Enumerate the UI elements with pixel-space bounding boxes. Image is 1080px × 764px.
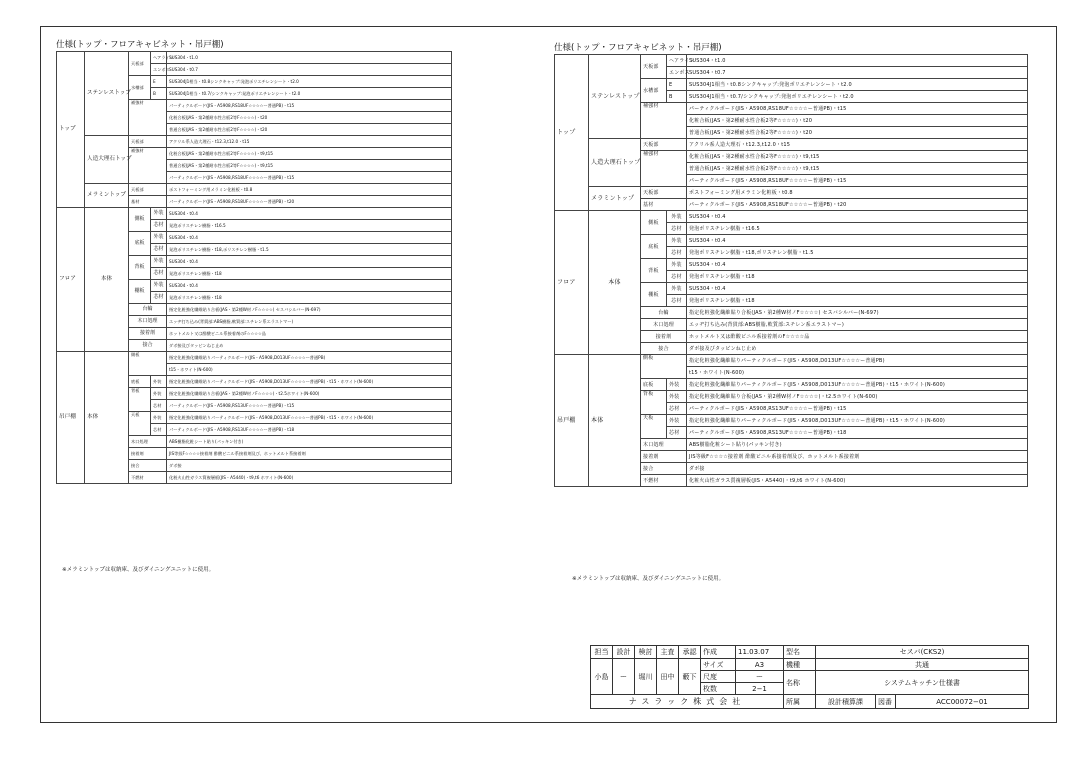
- spec-text: ダボ接: [687, 463, 1028, 475]
- finish-label: E: [667, 79, 687, 91]
- header-cell: 主査: [657, 646, 679, 659]
- part-label: 木口処理: [641, 439, 687, 451]
- spec-text: ダボ接及びタッピンねじ止め: [687, 343, 1028, 355]
- model-label: 型名: [784, 646, 816, 659]
- finish-label: B: [667, 91, 687, 103]
- spec-text: SUS304J1相当・t0.7/シンクキャップ:発泡ポリエチレンシート・t2.0: [687, 91, 1028, 103]
- finish-label: エンボス: [667, 67, 687, 79]
- table-row: [57, 352, 452, 364]
- part-label: 基材: [129, 196, 167, 208]
- spec-text: t15・ホワイト(N-600): [167, 364, 452, 376]
- finish-label: エンボス: [151, 64, 167, 76]
- spec-text: パーティクルボード(JIS・A5908,RS18UF☆☆☆☆ー普通PB)・t15: [167, 100, 452, 112]
- spec-text: 発泡ポリスチレン樹脂・t18,ポリスチレン樹脂・t1.5: [167, 244, 452, 256]
- table-row: [57, 52, 452, 64]
- spec-table: [554, 54, 1028, 487]
- spec-text: SUS304・t0.4: [687, 259, 1028, 271]
- spec-text: パーティクルボード(JIS・A5908,RS18UF☆☆☆☆ー普通PB)・t15: [167, 172, 452, 184]
- part-label: 台輪: [641, 307, 687, 319]
- finish-label: 芯材: [151, 244, 167, 256]
- finish-label: 外装: [151, 208, 167, 220]
- footnote: ※メラミントップは収納庫、及びダイニングユニットに使用。: [572, 576, 725, 582]
- spec-text: 指定化粧強化繊維貼りパーティクルボード(JIS・A5908,D013UF☆☆☆☆ー普通PB)・t15・ホワイト(N-600): [167, 376, 452, 388]
- part-label: 不燃材: [129, 472, 167, 484]
- finish-label: B: [151, 88, 167, 100]
- part-label: 補強材: [641, 103, 687, 139]
- subcategory-label: メラミントップ: [589, 187, 641, 211]
- part-label: 側板: [129, 208, 151, 232]
- spec-text: アクリル系人造大理石・t12.3,t12.0・t15: [167, 136, 452, 148]
- part-label: 接合: [641, 343, 687, 355]
- created-value: 11.03.07: [736, 646, 784, 659]
- spec-text: t15・ホワイト(N-600): [687, 367, 1028, 379]
- created-label: 作成: [701, 646, 736, 659]
- part-label: 側板: [641, 211, 667, 235]
- spec-text: 発泡ポリスチレン樹脂・t18,ポリスチレン樹脂・t1.5: [687, 247, 1028, 259]
- spec-text: 指定化粧強化繊維貼りパーティクルボード(JIS・A5908,D013UF☆☆☆☆ー普通PB)・t15・ホワイト(N-600): [687, 379, 1028, 391]
- dept-label: 所属: [784, 695, 816, 709]
- header-cell: 設計: [613, 646, 635, 659]
- finish-label: 芯材: [151, 400, 167, 412]
- spec-text: ダボ接: [167, 460, 452, 472]
- part-label: 天板部: [129, 52, 151, 76]
- spec-text: SUS304・t0.4: [687, 235, 1028, 247]
- table-row: [555, 211, 1028, 223]
- spec-text: 発泡ポリスチレン樹脂・t18: [167, 268, 452, 280]
- category-label: 吊戸棚: [555, 355, 589, 487]
- spec-text: エッヂ打ち込み(背貫部:ABS樹脂,軟質部:スチレン系エラストマー): [167, 316, 452, 328]
- subcategory-label: メラミントップ: [85, 184, 129, 208]
- spec-text: ABS樹脂化粧シート貼り(パッキン付き): [687, 439, 1028, 451]
- part-label: 補強材: [641, 151, 687, 187]
- finish-label: 外装: [667, 235, 687, 247]
- spec-text: 指定化粧強化繊維貼りパーティクルボード(JIS・A5908,D013UF☆☆☆☆ー普通PB): [687, 355, 1028, 367]
- subcategory-label: 人造大理石トップ: [85, 136, 129, 184]
- part-label: 台輪: [129, 304, 167, 316]
- spec-text: SUS304・t0.4: [687, 283, 1028, 295]
- spec-text: SUS304・t0.4: [167, 256, 452, 268]
- spec-text: 発泡ポリスチレン樹脂・t18: [687, 295, 1028, 307]
- part-label: 背板: [129, 388, 151, 412]
- table-row: [57, 136, 452, 148]
- finish-label: E: [151, 76, 167, 88]
- table-row: [591, 695, 1029, 709]
- spec-text: SUS304・t0.4: [167, 280, 452, 292]
- spec-text: SUS304・t0.7: [167, 64, 452, 76]
- company-name: ナスラック株式会社: [591, 695, 784, 709]
- part-label: 天板部: [641, 55, 667, 79]
- part-label: 底板: [641, 379, 667, 391]
- name-label: 名称: [784, 671, 816, 695]
- part-label: 天板部: [129, 136, 167, 148]
- spec-text: 普通合板(JAS・第2種耐水性合板2等F☆☆☆☆)・t9,t15: [167, 160, 452, 172]
- spec-text: JIS等級F☆☆☆☆接着剤 酢酸ビニル系接着剤及び、ホットメルト系接着剤: [687, 451, 1028, 463]
- finish-label: ヘアライン: [667, 55, 687, 67]
- spec-text: 指定化粧強化繊維貼り合板(JAS・第2種W材ノF☆☆☆☆)・t2.5ホワイト(N-600): [167, 388, 452, 400]
- header-cell: 承認: [679, 646, 701, 659]
- spec-text: SUS304J1相当・t0.8シンクキャップ:発泡ポリエチレンシート・t2.0: [687, 79, 1028, 91]
- spec-text: SUS304・t0.7: [687, 67, 1028, 79]
- name-cell: 田中: [657, 659, 679, 695]
- sheets-value: 2−1: [736, 683, 784, 695]
- subcategory-label: ステンレストップ: [85, 52, 129, 136]
- spec-text: SUS304・t1.0: [687, 55, 1028, 67]
- finish-label: 芯材: [667, 271, 687, 283]
- subcategory-label: ステンレストップ: [589, 55, 641, 139]
- type-value: 共通: [816, 659, 1029, 671]
- finish-label: 外装: [667, 283, 687, 295]
- table-row: [57, 184, 452, 196]
- finish-label: 外装: [151, 280, 167, 292]
- spec-text: パーティクルボード(JIS・A5908,RS18UF☆☆☆☆ー普通PB)・t20: [167, 196, 452, 208]
- spec-text: パーティクルボード(JIS・A5908,RS18UF☆☆☆☆ー普通PB)・t20: [687, 199, 1028, 211]
- header-cell: 検討: [635, 646, 657, 659]
- finish-label: 芯材: [151, 424, 167, 436]
- spec-text: パーティクルボード(JIS・A5908,RS13UF☆☆☆☆ー普通PB)・t15: [167, 400, 452, 412]
- finish-label: 外装: [151, 412, 167, 424]
- spec-panel-left: [56, 40, 452, 484]
- sheets-label: 枚数: [701, 683, 736, 695]
- table-row: [591, 646, 1029, 659]
- spec-text: 指定化粧強化繊維貼り合板(JAS・第2種W材ノF☆☆☆☆) セスバシルバー(N-697): [167, 304, 452, 316]
- spec-text: 化粧合板(JAS・第2種耐水性合板2等F☆☆☆☆)・t9,t15: [687, 151, 1028, 163]
- finish-label: 芯材: [667, 223, 687, 235]
- part-label: 接着剤: [641, 451, 687, 463]
- spec-text: アクリル系人造大理石・t12.3,t12.0・t15: [687, 139, 1028, 151]
- table-row: [591, 659, 1029, 671]
- spec-panel-right: [554, 43, 1028, 487]
- spec-text: 普通合板(JAS・第2種耐水性合板2等F☆☆☆☆)・t20: [687, 127, 1028, 139]
- table-row: [57, 208, 452, 220]
- subcategory-label: 本体: [589, 211, 641, 355]
- spec-text: 発泡ポリスチレン樹脂・t18: [167, 292, 452, 304]
- part-label: 天板: [641, 415, 667, 439]
- part-label: 木口処理: [641, 319, 687, 331]
- spec-text: SUS304・t1.0: [167, 52, 452, 64]
- part-label: 木口処理: [129, 316, 167, 328]
- spec-text: 普通合板(JAS・第2種耐水性合板2等F☆☆☆☆)・t9,t15: [687, 163, 1028, 175]
- spec-text: 指定化粧強化繊維貼り合板(JAS・第2種W材ノF☆☆☆☆) セスバシルバー(N-697): [687, 307, 1028, 319]
- spec-text: エッヂ打ち込み(背貫部:ABS樹脂,軟質部:スチレン系エラストマー): [687, 319, 1028, 331]
- part-label: 水槽部: [129, 76, 151, 100]
- part-label: 棚板: [641, 283, 667, 307]
- finish-label: 外装: [667, 415, 687, 427]
- drawing-no-value: ACC00072−01: [896, 695, 1029, 709]
- finish-label: 芯材: [151, 268, 167, 280]
- spec-text: ポストフォーミング用メラミン化粧板・t0.8: [167, 184, 452, 196]
- name-cell: 藪下: [679, 659, 701, 695]
- spec-text: ダボ接及びタッピンねじ止め: [167, 340, 452, 352]
- spec-text: 発泡ポリスチレン樹脂・t16.5: [687, 223, 1028, 235]
- name-cell: 堀川: [635, 659, 657, 695]
- spec-text: 発泡ポリスチレン樹脂・t18: [687, 271, 1028, 283]
- finish-label: 芯材: [667, 247, 687, 259]
- part-label: 接合: [129, 340, 167, 352]
- part-label: 側板: [129, 352, 167, 376]
- spec-text: SUS304・t0.4: [167, 208, 452, 220]
- spec-text: パーティクルボード(JIS・A5908,RS13UF☆☆☆☆ー普通PB)・t15: [687, 403, 1028, 415]
- finish-label: 外装: [151, 256, 167, 268]
- part-label: 背板: [129, 256, 151, 280]
- part-label: 天板: [129, 412, 151, 436]
- scale-value: ー: [736, 671, 784, 683]
- category-label: フロア: [57, 208, 85, 352]
- finish-label: 外装: [667, 391, 687, 403]
- spec-text: 指定化粧強化繊維貼りパーティクルボード(JIS・A5908,D013UF☆☆☆☆ー普通PB)・t15・ホワイト(N-600): [167, 412, 452, 424]
- part-label: 不燃材: [641, 475, 687, 487]
- finish-label: 芯材: [667, 295, 687, 307]
- part-label: 底板: [641, 235, 667, 259]
- spec-text: パーティクルボード(JIS・A5908,RS18UF☆☆☆☆ー普通PB)・t15: [687, 175, 1028, 187]
- category-label: トップ: [57, 52, 85, 208]
- finish-label: 芯材: [667, 427, 687, 439]
- table-row: [555, 355, 1028, 367]
- name-cell: ー: [613, 659, 635, 695]
- part-label: 棚板: [129, 280, 151, 304]
- spec-text: SUS304・t0.4: [167, 232, 452, 244]
- spec-text: 普通合板(JAS・第2種耐水性合板2等F☆☆☆☆)・t20: [167, 124, 452, 136]
- category-label: フロア: [555, 211, 589, 355]
- finish-label: 外装: [667, 379, 687, 391]
- subcategory-label: 本体: [85, 352, 129, 484]
- spec-text: ホットメルト又は酢酸ビニル系接着剤のF☆☆☆☆品: [687, 331, 1028, 343]
- part-label: 接着剤: [641, 331, 687, 343]
- header-cell: 担当: [591, 646, 613, 659]
- finish-label: 芯材: [151, 220, 167, 232]
- table-row: [555, 55, 1028, 67]
- spec-text: 指定化粧強化繊維貼り合板(JAS・第2種W材ノF☆☆☆☆)・t2.5ホワイト(N-600): [687, 391, 1028, 403]
- name-value: システムキッチン仕様書: [816, 671, 1029, 695]
- spec-text: パーティクルボード(JIS・A5908,RS18UF☆☆☆☆ー普通PB)・t15: [687, 103, 1028, 115]
- name-cell: 小島: [591, 659, 613, 695]
- spec-text: 化粧火山性ガラス質複層板(JIS・A5440)・t9,t6 ホワイト(N-600): [167, 472, 452, 484]
- table-row: [555, 187, 1028, 199]
- model-value: セスバ(CKS2): [816, 646, 1029, 659]
- dept-value: 設計積算課: [816, 695, 876, 709]
- part-label: 天板部: [641, 187, 687, 199]
- spec-text: JIS等級F☆☆☆☆接着剤 酢酸ビニル系接着剤及び、ホットメルト系接着剤: [167, 448, 452, 460]
- spec-text: ホットメルト又は酢酸ビニル系接着剤のF☆☆☆☆品: [167, 328, 452, 340]
- spec-text: SUS304・t0.4: [687, 211, 1028, 223]
- part-label: 木口処理: [129, 436, 167, 448]
- subcategory-label: 人造大理石トップ: [589, 139, 641, 187]
- spec-text: パーティクルボード(JIS・A5908,RS13UF☆☆☆☆ー普通PB)・t18: [167, 424, 452, 436]
- part-label: 底板: [129, 376, 151, 388]
- finish-label: 外装: [667, 259, 687, 271]
- part-label: 天板部: [129, 184, 167, 196]
- spec-text: 化粧合板(JAS・第2種耐水性合板2等F☆☆☆☆)・t20: [687, 115, 1028, 127]
- spec-text: パーティクルボード(JIS・A5908,RS13UF☆☆☆☆ー普通PB)・t18: [687, 427, 1028, 439]
- finish-label: 外装: [151, 376, 167, 388]
- spec-text: 化粧火山性ガラス質複層板(JIS・A5440)・t9,t6 ホワイト(N-600): [687, 475, 1028, 487]
- finish-label: 外装: [151, 388, 167, 400]
- spec-text: SUS304J1相当・t0.8シンクキャップ:発泡ポリエチレンシート・t2.0: [167, 76, 452, 88]
- subcategory-label: 本体: [85, 208, 129, 352]
- spec-text: SUS304J1相当・t0.7/シンクキャップ:発泡ポリエチレンシート・t2.0: [167, 88, 452, 100]
- part-label: 補強材: [129, 100, 167, 136]
- finish-label: 芯材: [151, 292, 167, 304]
- spec-text: 指定化粧強化繊維貼りパーティクルボード(JIS・A5908,D013UF☆☆☆☆ー普通PB): [167, 352, 452, 364]
- part-label: 接合: [641, 463, 687, 475]
- finish-label: ヘアライン: [151, 52, 167, 64]
- part-label: 背板: [641, 259, 667, 283]
- part-label: 接着剤: [129, 328, 167, 340]
- part-label: 接合: [129, 460, 167, 472]
- footnote: ※メラミントップは収納庫、及びダイニングユニットに使用。: [62, 567, 215, 573]
- finish-label: 外装: [151, 232, 167, 244]
- part-label: 側板: [641, 355, 687, 379]
- spec-text: 指定化粧強化繊維貼りパーティクルボード(JIS・A5908,D013UF☆☆☆☆ー普通PB)・t15・ホワイト(N-600): [687, 415, 1028, 427]
- finish-label: 芯材: [667, 403, 687, 415]
- spec-text: 発泡ポリスチレン樹脂・t16.5: [167, 220, 452, 232]
- scale-label: 尺度: [701, 671, 736, 683]
- spec-text: 化粧合板(JAS・第2種耐水性合板2等F☆☆☆☆)・t20: [167, 112, 452, 124]
- part-label: 背板: [641, 391, 667, 415]
- size-label: サイズ: [701, 659, 736, 671]
- category-label: トップ: [555, 55, 589, 211]
- part-label: 底板: [129, 232, 151, 256]
- panel-title: 仕様(トップ・フロアキャビネット・吊戸棚): [56, 40, 224, 50]
- size-value: A3: [736, 659, 784, 671]
- category-label: 吊戸棚: [57, 352, 85, 484]
- spec-text: ポストフォーミング用メラミン化粧板・t0.8: [687, 187, 1028, 199]
- part-label: 天板部: [641, 139, 687, 151]
- part-label: 補強材: [129, 148, 167, 184]
- spec-text: 化粧合板(JAS・第2種耐水性合板2等F☆☆☆☆)・t9,t15: [167, 148, 452, 160]
- part-label: 水槽部: [641, 79, 667, 103]
- table-row: [555, 139, 1028, 151]
- drawing-no-label: 図番: [876, 695, 896, 709]
- spec-table: [56, 51, 452, 484]
- finish-label: 外装: [667, 211, 687, 223]
- subcategory-label: 本体: [589, 355, 641, 487]
- spec-text: ABS樹脂化粧シート貼り(パッキン付き): [167, 436, 452, 448]
- panel-title: 仕様(トップ・フロアキャビネット・吊戸棚): [554, 43, 722, 53]
- part-label: 接着剤: [129, 448, 167, 460]
- part-label: 基材: [641, 199, 687, 211]
- type-label: 機種: [784, 659, 816, 671]
- title-block: [590, 645, 1029, 709]
